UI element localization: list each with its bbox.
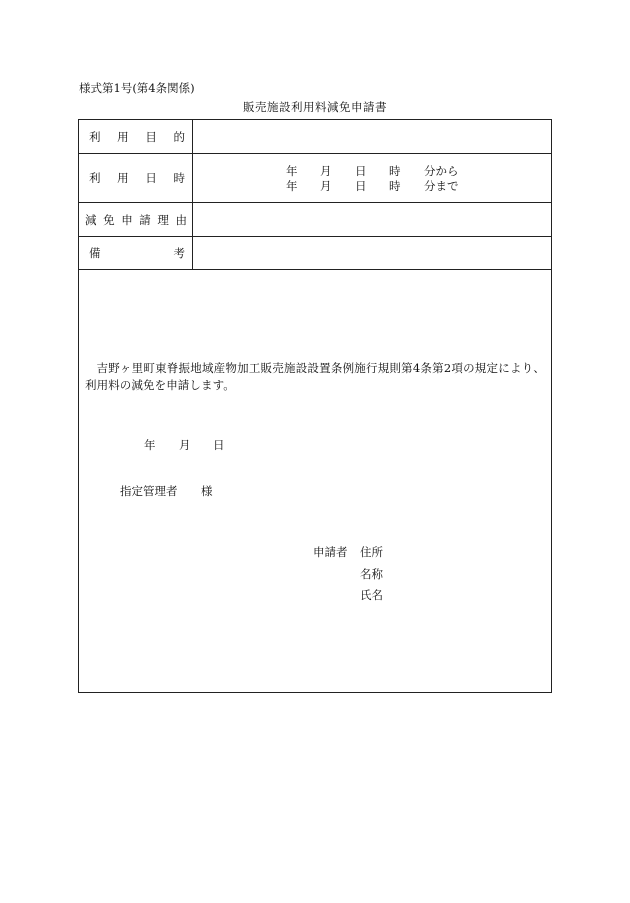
- applicant-address-label: 住所: [360, 545, 383, 559]
- document-title: 販売施設利用料減免申請書: [243, 100, 387, 114]
- row-reduction-reason: [79, 203, 551, 237]
- applicant-org-name-label: 名称: [360, 567, 383, 581]
- row-purpose: [79, 120, 551, 154]
- reduction-reason-label: 減 免 申 請 理 由: [85, 212, 187, 227]
- remarks-label: 備 考: [89, 246, 185, 260]
- applicant-label: 申請者: [313, 545, 348, 559]
- application-statement: 吉野ヶ里町東脊振地域産物加工販売施設設置条例施行規則第4条第2項の規定により、利用料の減免を申請します。: [85, 361, 545, 392]
- row-usage-datetime: [79, 154, 551, 203]
- applicant-person-name-label: 氏名: [360, 588, 383, 602]
- usage-datetime-label: 利 用 日 時: [89, 171, 185, 185]
- application-form-frame: [78, 119, 552, 693]
- form-number-label: 様式第1号(第4条関係): [79, 81, 195, 95]
- purpose-label: 利 用 目 的: [89, 129, 185, 144]
- row-remarks: [79, 237, 551, 270]
